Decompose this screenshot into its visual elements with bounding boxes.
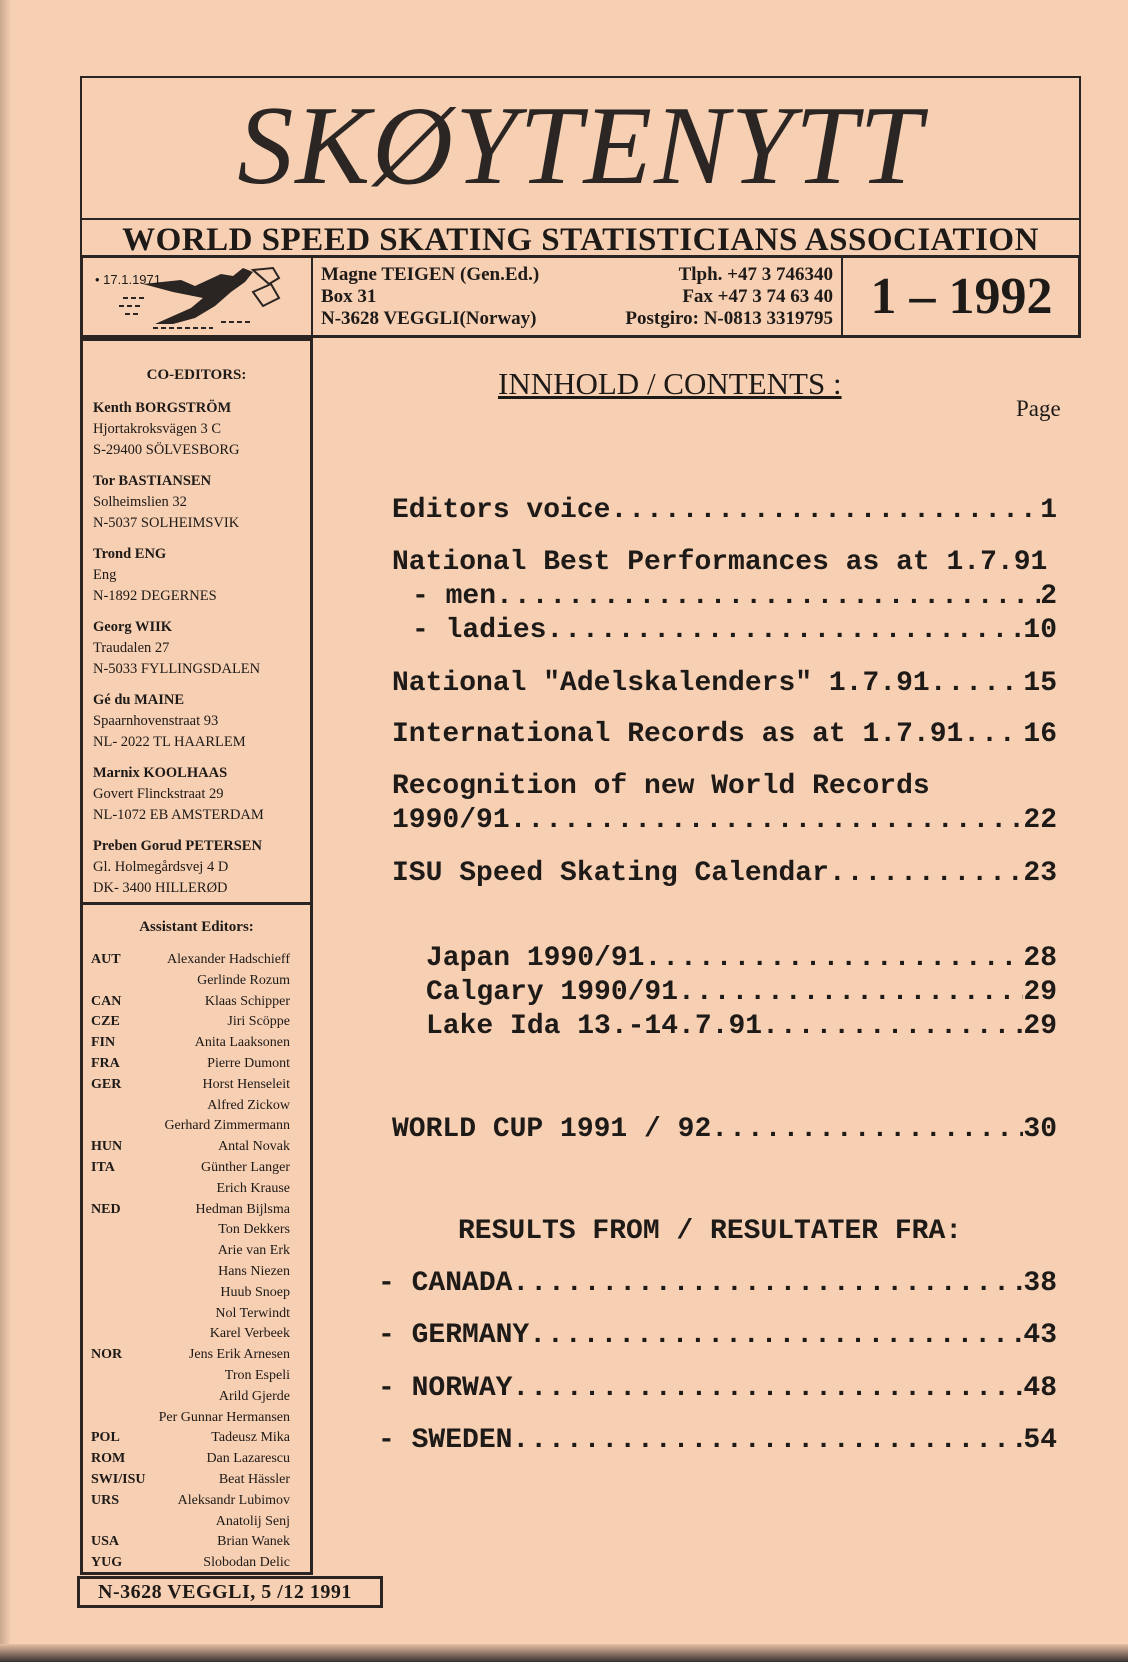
co-editor-address-line: Gl. Holmegårdsvej 4 D: [93, 859, 229, 875]
assistant-editor-row: [91, 1241, 304, 1262]
masthead-box: [80, 76, 1081, 257]
co-editor-address-line: DK- 3400 HILLERØD: [93, 880, 228, 896]
assistant-editors-heading: Assistant Editors:: [139, 919, 254, 935]
assistant-editor-name: Anatolij Senj: [215, 1513, 290, 1529]
country-code: NED: [91, 1201, 121, 1217]
country-code: YUG: [91, 1555, 123, 1571]
country-code: HUN: [91, 1139, 123, 1155]
toc-entry-canada: - CANADA ..... 38: [378, 1267, 1057, 1301]
co-editor-address-line: Traudalen 27: [93, 640, 170, 656]
country-code: [91, 1096, 153, 1117]
assistant-editor-name: Karel Verbeek: [209, 1326, 290, 1342]
assistant-editor-name: Beat Hässler: [218, 1471, 290, 1487]
assistant-editor-row: [91, 1116, 304, 1137]
contact-info: Tlph. +47 3 746340 Fax +47 3 74 63 40 Postgiro: N-0813 3319795: [625, 264, 833, 329]
co-editor: [83, 690, 310, 753]
assistant-editor-name: Gerlinde Rozum: [197, 972, 290, 988]
assistant-editor-row: [91, 1387, 304, 1408]
assistant-editor-row: [91, 1075, 304, 1096]
assistant-editor-name: Klaas Schipper: [204, 993, 290, 1009]
country-code: [91, 1387, 153, 1408]
co-editors-list: [83, 398, 310, 899]
toc-entry-ladies: - ladies ..... 10: [412, 614, 1057, 648]
assistant-editor-name: Alfred Zickow: [207, 1097, 290, 1113]
assistant-editor-row: [91, 1096, 304, 1117]
info-row: [80, 255, 1081, 338]
assistant-editor-row: [91, 1324, 304, 1345]
country-code: ITA: [91, 1159, 115, 1175]
toc-entry-recognition: 1990/91 ..... 22: [392, 804, 1057, 838]
general-editor: Magne TEIGEN (Gen.Ed.) Box 31 N-3628 VEGGLI(Norway): [321, 264, 540, 329]
toc-heading-results: RESULTS FROM / RESULTATER FRA:: [458, 1216, 963, 1247]
toc-entry-editors-voice: Editors voice ..... 1: [392, 494, 1057, 528]
assistant-editor-name: Nol Terwindt: [215, 1305, 290, 1321]
assistant-editor-row: [91, 971, 304, 992]
co-editor-name: Georg WIIK: [93, 619, 173, 635]
assistant-editor-name: Hedman Bijlsma: [195, 1201, 290, 1217]
assistant-editor-row: [91, 1408, 304, 1429]
assistant-editor-row: [91, 1054, 304, 1075]
country-code: NOR: [91, 1347, 123, 1363]
toc-entry-sweden: - SWEDEN ..... 54: [378, 1424, 1057, 1458]
assistant-editor-name: Jiri Scöppe: [227, 1014, 290, 1030]
assistant-editor-row: [91, 1553, 304, 1574]
co-editor-address-line: N-5033 FYLLINGSDALEN: [93, 661, 261, 677]
assistant-editor-row: [91, 1345, 304, 1366]
co-editor-address-line: Solheimslien 32: [93, 494, 187, 510]
page-bottom-edge: [0, 1644, 1128, 1662]
assistant-editor-row: [91, 1200, 304, 1221]
issue-number: 1 – 1992: [841, 258, 1080, 335]
assistant-editor-row: [91, 992, 304, 1013]
assistant-editor-name: Tadeusz Mika: [211, 1430, 290, 1446]
assistant-editor-row: [91, 1262, 304, 1283]
country-code: GER: [91, 1076, 122, 1092]
country-code: POL: [91, 1430, 120, 1446]
toc-heading-national-best: National Best Performances as at 1.7.91: [392, 547, 1048, 578]
country-code: FIN: [91, 1035, 116, 1051]
assistant-editor-name: Ton Dekkers: [218, 1222, 290, 1238]
assistant-editor-name: Erich Krause: [216, 1180, 290, 1196]
country-code: [91, 1262, 153, 1283]
country-code: [91, 1324, 153, 1345]
assistant-editor-row: [91, 1366, 304, 1387]
co-editor-address-line: N-1892 DEGERNES: [93, 588, 217, 604]
assistant-editor-row: [91, 1012, 304, 1033]
assistant-editor-name: Jens Erik Arnesen: [188, 1347, 290, 1363]
co-editors-heading: CO-EDITORS:: [146, 367, 247, 383]
assistant-editor-name: Horst Henseleit: [202, 1076, 290, 1092]
assistant-editor-name: Hans Niezen: [218, 1263, 290, 1279]
country-code: USA: [91, 1534, 120, 1550]
assistant-editor-name: Slobodan Delic: [203, 1555, 290, 1571]
assistant-editor-row: [91, 1470, 304, 1491]
co-editor-address-line: Spaarnhovenstraat 93: [93, 713, 219, 729]
assistant-editor-name: Pierre Dumont: [207, 1055, 290, 1071]
country-code: [91, 1304, 153, 1325]
co-editor-address-line: NL- 2022 TL HAARLEM: [93, 734, 246, 750]
co-editor-name: Trond ENG: [93, 546, 167, 562]
country-code: [91, 1512, 153, 1533]
toc-entry-lake-ida: Lake Ida 13.-14.7.91 ..... 29: [426, 1010, 1057, 1044]
co-editor-address-line: Eng: [93, 567, 117, 583]
assistant-editors-list: [83, 950, 310, 1574]
assistant-editor-row: [91, 1179, 304, 1200]
country-code: [91, 971, 153, 992]
country-code: CZE: [91, 1014, 120, 1030]
assistant-editor-name: Brian Wanek: [217, 1534, 290, 1550]
assistant-editor-row: [91, 1428, 304, 1449]
co-editor-address-line: S-29400 SÖLVESBORG: [93, 442, 240, 458]
assistant-editor-name: Huub Snoep: [220, 1284, 290, 1300]
page-column-label: Page: [1016, 396, 1061, 421]
country-code: [91, 1220, 153, 1241]
co-editor-name: Kenth BORGSTRÖM: [93, 400, 232, 416]
co-editor: [83, 544, 310, 607]
assistant-editor-name: Alexander Hadschieff: [167, 952, 290, 967]
assistant-editor-row: [91, 1512, 304, 1533]
assistant-editor-row: [91, 1137, 304, 1158]
assistant-editor-name: Dan Lazarescu: [206, 1451, 290, 1467]
toc-heading-recognition: Recognition of new World Records: [392, 771, 930, 802]
toc-entry-isu-calendar: ISU Speed Skating Calendar ..... 23: [392, 857, 1057, 891]
country-code: SWI/ISU: [91, 1471, 146, 1487]
co-editor: [83, 617, 310, 680]
assistant-editor-row: [91, 1220, 304, 1241]
assistant-editor-row: [91, 1158, 304, 1179]
assistant-editor-row: [91, 1532, 304, 1553]
co-editor: [83, 471, 310, 534]
toc-entry-men: - men ..... 2: [412, 580, 1057, 614]
assistant-editor-name: Anita Laaksonen: [194, 1035, 290, 1051]
co-editor: [83, 398, 310, 461]
assistant-editor-row: [91, 1283, 304, 1304]
assistant-editor-name: Aleksandr Lubimov: [177, 1492, 290, 1508]
country-code: [91, 1408, 153, 1429]
country-code: AUT: [91, 952, 121, 967]
assistant-editor-row: [91, 1491, 304, 1512]
assistant-editor-name: Arie van Erk: [217, 1243, 290, 1259]
co-editor-name: Gé du MAINE: [93, 692, 185, 708]
toc-entry-adelskalenders: National "Adelskalenders" 1.7.91 ..... 15: [392, 667, 1057, 701]
country-code: ROM: [91, 1451, 126, 1467]
association-name: WORLD SPEED SKATING STATISTICIANS ASSOCIATION: [82, 218, 1079, 258]
toc-entry-international-records: International Records as at 1.7.91 ..... 16: [392, 718, 1057, 752]
co-editor-name: Preben Gorud PETERSEN: [93, 838, 262, 854]
assistant-editors-panel: [80, 905, 313, 1575]
country-code: CAN: [91, 993, 122, 1009]
assistant-editor-name: Gerhard Zimmermann: [164, 1118, 290, 1134]
country-code: [91, 1241, 153, 1262]
country-code: [91, 1179, 153, 1200]
toc-entry-norway: - NORWAY ..... 48: [378, 1372, 1057, 1406]
assistant-editor-row: [91, 1304, 304, 1325]
assistant-editor-name: Günther Langer: [200, 1159, 290, 1175]
assistant-editor-name: Per Gunnar Hermansen: [158, 1409, 290, 1425]
toc-entry-world-cup: WORLD CUP 1991 / 92 ..... 30: [392, 1113, 1057, 1147]
country-code: FRA: [91, 1055, 120, 1071]
contents-title: INNHOLD / CONTENTS :: [498, 366, 842, 401]
logo-date: • 17.1.1971: [95, 272, 161, 287]
co-editor-name: Marnix KOOLHAAS: [93, 765, 228, 781]
co-editor-address-line: Hjortakroksvägen 3 C: [93, 421, 222, 437]
magazine-title: SKØYTENYTT: [237, 84, 924, 208]
country-code: URS: [91, 1492, 120, 1508]
country-code: [91, 1116, 153, 1137]
co-editor-address-line: NL-1072 EB AMSTERDAM: [93, 807, 264, 823]
assistant-editor-name: Tron Espeli: [224, 1367, 290, 1383]
assistant-editor-row: [91, 950, 304, 971]
assistant-editor-name: Antal Novak: [218, 1139, 290, 1155]
co-editor-address-line: N-5037 SOLHEIMSVIK: [93, 515, 240, 531]
page-spine: [0, 0, 10, 1662]
footer-place-date: N-3628 VEGGLI, 5 /12 1991: [77, 1576, 383, 1608]
toc-entry-calgary: Calgary 1990/91 ..... 29: [426, 976, 1057, 1010]
assistant-editor-row: [91, 1449, 304, 1470]
co-editor-address-line: Govert Flinckstraat 29: [93, 786, 224, 802]
logo: [83, 258, 313, 335]
co-editors-panel: [80, 338, 313, 905]
toc-entry-germany: - GERMANY ..... 43: [378, 1319, 1057, 1353]
assistant-editor-row: [91, 1033, 304, 1054]
co-editor-name: Tor BASTIANSEN: [93, 473, 212, 489]
country-code: [91, 1366, 153, 1387]
assistant-editor-name: Arild Gjerde: [218, 1388, 290, 1404]
co-editor: [83, 836, 310, 899]
country-code: [91, 1283, 153, 1304]
co-editor: [83, 763, 310, 826]
toc-entry-japan: Japan 1990/91 ..... 28: [426, 942, 1057, 976]
